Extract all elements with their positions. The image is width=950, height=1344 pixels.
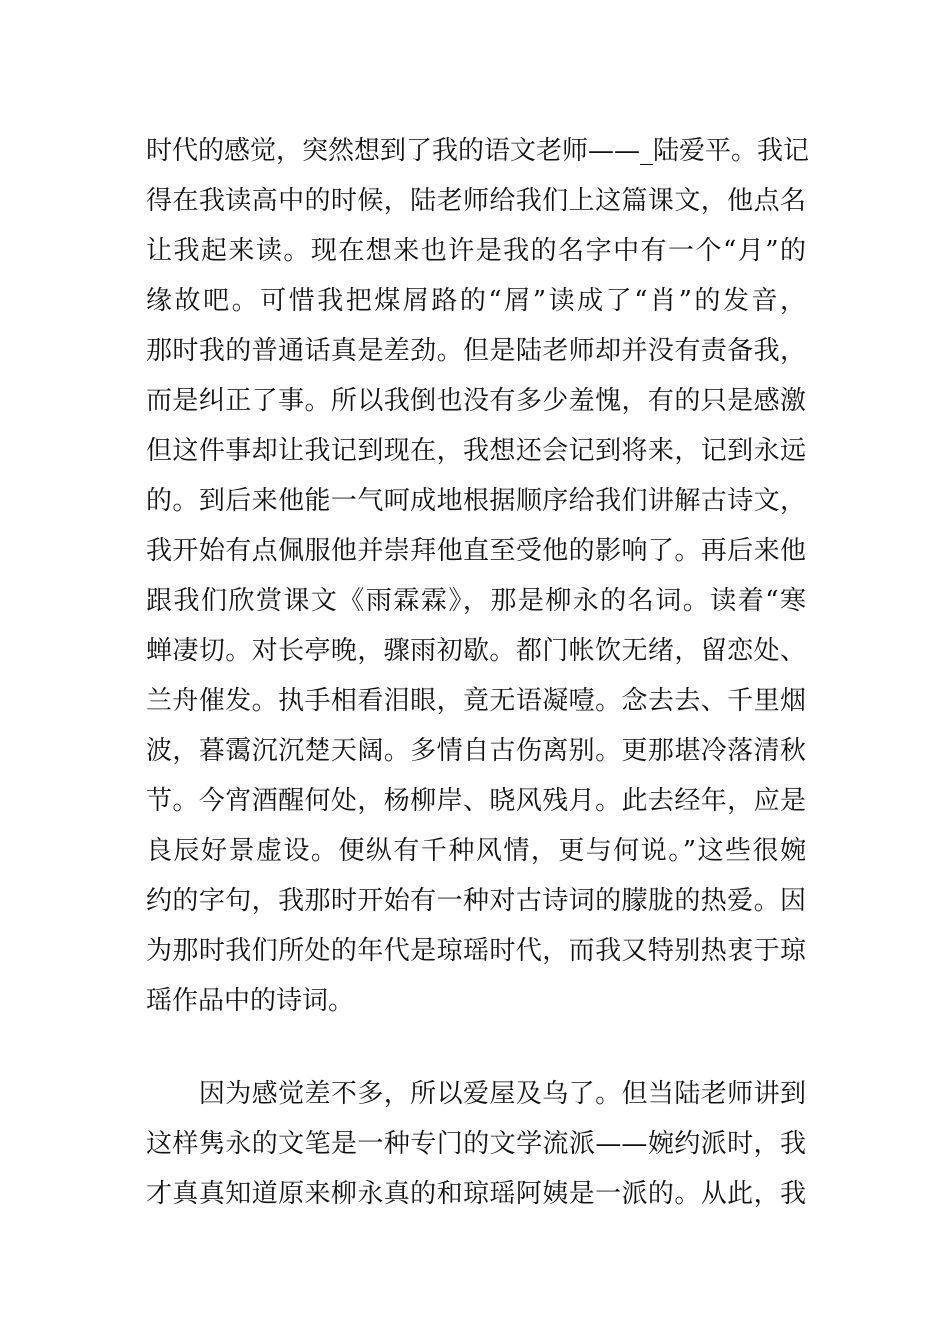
- text-line: 的。到后来他能一气呵成地根据顺序给我们讲解古诗文，: [146, 486, 806, 516]
- text-line: 为那时我们所处的年代是琼瑶时代，而我又特别热衷于琼: [146, 936, 806, 966]
- text-line: 约的字句，我那时开始有一种对古诗词的朦胧的热爱。因: [146, 886, 806, 916]
- text-line: 那时我的普通话真是差劲。但是陆老师却并没有责备我，: [146, 336, 806, 366]
- text-line: 跟我们欣赏课文《雨霖霖》，那是柳永的名词。读着“寒: [146, 586, 806, 616]
- text-line: 但这件事却让我记到现在，我想还会记到将来，记到永远: [146, 436, 806, 466]
- text-line: 蝉凄切。对长亭晚，骤雨初歇。都门帐饮无绪，留恋处、: [146, 636, 806, 666]
- text-line: 让我起来读。现在想来也许是我的名字中有一个“月”的: [146, 236, 806, 266]
- text-line: 得在我读高中的时候，陆老师给我们上这篇课文，他点名: [146, 186, 806, 216]
- text-line: 波，暮霭沉沉楚天阔。多情自古伤离别。更那堪冷落清秋: [146, 736, 806, 766]
- text-line: 瑶作品中的诗词。: [146, 986, 355, 1016]
- paragraph-2: [146, 1069, 806, 1219]
- text-line: 缘故吧。可惜我把煤屑路的“屑”读成了“肖”的发音，: [146, 286, 806, 316]
- text-line: 这样隽永的文笔是一种专门的文学流派——婉约派时，我: [146, 1129, 806, 1159]
- paragraph-1: [146, 126, 810, 1026]
- text-line: 节。今宵酒醒何处，杨柳岸、晓风残月。此去经年，应是: [146, 786, 806, 816]
- text-line: 良辰好景虚设。便纵有千种风情，更与何说。”这些很婉: [146, 836, 806, 866]
- text-line: 我开始有点佩服他并崇拜他直至受他的影响了。再后来他: [146, 536, 806, 566]
- text-line: 兰舟催发。执手相看泪眼，竟无语凝噎。念去去、千里烟: [146, 686, 806, 716]
- text-line: 而是纠正了事。所以我倒也没有多少羞愧，有的只是感激: [146, 386, 806, 416]
- text-line: 才真真知道原来柳永真的和琼瑶阿姨是一派的。从此，我: [146, 1179, 806, 1209]
- text-line: 时代的感觉，突然想到了我的语文老师——_陆爱平。我记: [146, 136, 810, 166]
- text-line: 因为感觉差不多，所以爱屋及乌了。但当陆老师讲到: [146, 1079, 806, 1109]
